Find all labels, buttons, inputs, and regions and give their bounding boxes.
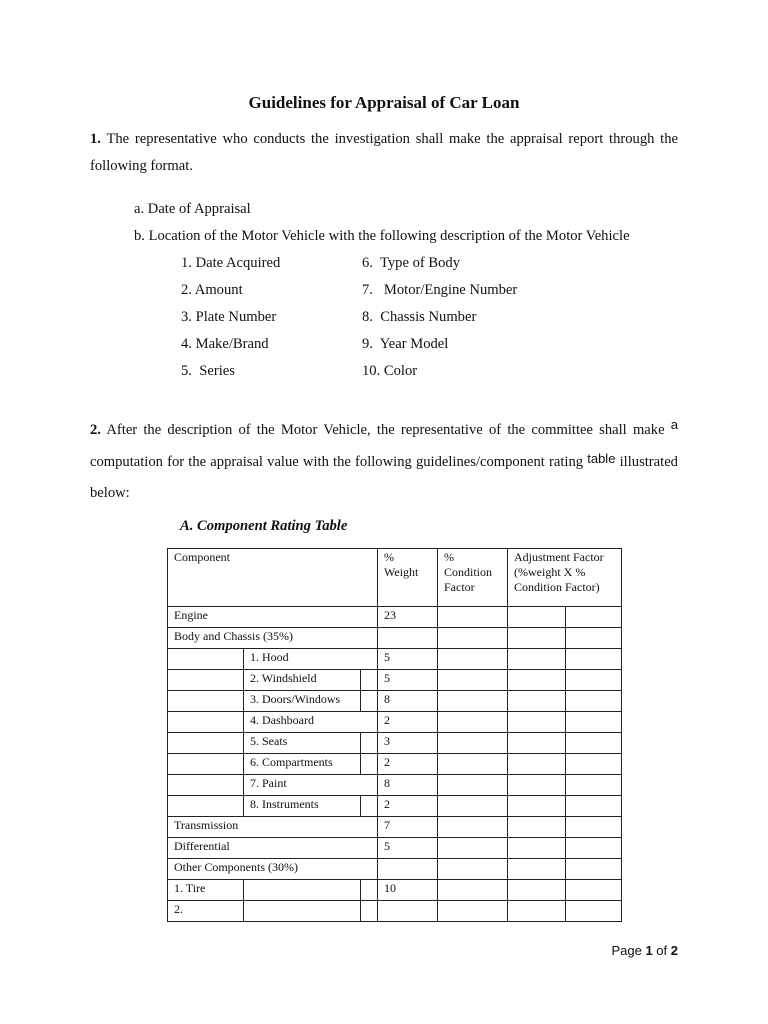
row-engine-label: Engine (168, 607, 378, 628)
cell-indent (168, 775, 244, 796)
cell-condition (438, 712, 508, 733)
cell-adjustment-a (508, 712, 566, 733)
cell-adjustment-a (508, 754, 566, 775)
section-2-text-part2: computation for the appraisal value with the following guidelines/component rating (90, 454, 584, 470)
cell-adjustment-b (566, 775, 622, 796)
row-item2-label: 2. (168, 901, 244, 922)
cell-adjustment-b (566, 880, 622, 901)
cell-condition (438, 880, 508, 901)
cell-narrow (361, 796, 378, 817)
cell-indent (168, 712, 244, 733)
cell-adjustment-b (566, 817, 622, 838)
row-windshield-weight: 5 (378, 670, 438, 691)
list-item-amount: 2. Amount (181, 282, 243, 298)
item-a: a. Date of Appraisal (134, 201, 251, 217)
page-number (611, 943, 678, 958)
section-1-paragraph (90, 126, 678, 180)
row-paint-weight: 8 (378, 775, 438, 796)
row-differential-label: Differential (168, 838, 378, 859)
section-2-paragraph (90, 414, 678, 509)
item-b: b. Location of the Motor Vehicle with the following description of the Motor Vehicle (134, 228, 630, 244)
row-compartments-weight: 2 (378, 754, 438, 775)
cell-adjustment-b (566, 607, 622, 628)
cell-condition (438, 691, 508, 712)
cell-adjustment-b (566, 691, 622, 712)
header-weight: % Weight (378, 549, 438, 607)
table-row (168, 775, 622, 796)
cell-narrow (361, 670, 378, 691)
page-of-word: of (656, 943, 668, 958)
row-differential-weight: 5 (378, 838, 438, 859)
cell-condition (438, 649, 508, 670)
section-2-word-a: a (670, 417, 678, 432)
header-adjustment-factor: Adjustment Factor (%weight X % Condition Factor) (508, 549, 622, 607)
cell-indent (168, 670, 244, 691)
table-row (168, 712, 622, 733)
cell-narrow (361, 691, 378, 712)
cell-condition (438, 859, 508, 880)
row-tire-weight: 10 (378, 880, 438, 901)
row-transmission-weight: 7 (378, 817, 438, 838)
table-row (168, 691, 622, 712)
cell-weight (378, 859, 438, 880)
row-windshield-label: 2. Windshield (244, 670, 361, 691)
cell-condition (438, 733, 508, 754)
header-condition-factor: % Condition Factor (438, 549, 508, 607)
row-seats-weight: 3 (378, 733, 438, 754)
cell-adjustment-b (566, 901, 622, 922)
header-component: Component (168, 549, 378, 607)
cell-adjustment-b (566, 712, 622, 733)
table-row (168, 628, 622, 649)
row-tire-label: 1. Tire (168, 880, 244, 901)
cell-adjustment-b (566, 754, 622, 775)
cell-adjustment-a (508, 607, 566, 628)
section-1-text: The representative who conducts the investigation shall make the appraisal report through the following format. (90, 131, 678, 174)
table-row (168, 838, 622, 859)
section-2-number: 2. (90, 422, 101, 438)
cell-weight (378, 901, 438, 922)
row-hood-weight: 5 (378, 649, 438, 670)
cell-condition (438, 628, 508, 649)
cell-adjustment-a (508, 670, 566, 691)
cell-weight (378, 628, 438, 649)
cell-adjustment-b (566, 838, 622, 859)
table-row (168, 796, 622, 817)
cell-adjustment-b (566, 670, 622, 691)
cell-condition (438, 838, 508, 859)
cell-indent (168, 691, 244, 712)
cell-indent (168, 796, 244, 817)
component-rating-table-heading: A. Component Rating Table (180, 518, 348, 534)
cell-adjustment-a (508, 880, 566, 901)
cell-adjustment-a (508, 838, 566, 859)
list-item-plate-number: 3. Plate Number (181, 309, 277, 325)
section-2-text-part1: After the description of the Motor Vehicle, the representative of the committee shall make (106, 422, 665, 438)
page-title: Guidelines for Appraisal of Car Loan (248, 93, 520, 112)
row-body-chassis-label: Body and Chassis (35%) (168, 628, 378, 649)
table-row (168, 733, 622, 754)
list-item-color: 10. Color (362, 363, 418, 379)
row-seats-label: 5. Seats (244, 733, 361, 754)
row-transmission-label: Transmission (168, 817, 378, 838)
list-item-year-model: 9. Year Model (362, 336, 449, 352)
list-item-make-brand: 4. Make/Brand (181, 336, 269, 352)
cell-adjustment-a (508, 649, 566, 670)
table-row (168, 901, 622, 922)
cell-indent (168, 733, 244, 754)
cell-condition (438, 775, 508, 796)
row-engine-weight: 23 (378, 607, 438, 628)
cell-adjustment-b (566, 859, 622, 880)
cell-indent (168, 754, 244, 775)
cell-adjustment-a (508, 859, 566, 880)
cell-blank (244, 901, 361, 922)
cell-adjustment-a (508, 733, 566, 754)
row-other-components-label: Other Components (30%) (168, 859, 378, 880)
page-current: 1 (645, 943, 653, 958)
page-word: Page (611, 943, 642, 958)
cell-adjustment-b (566, 796, 622, 817)
cell-indent (168, 649, 244, 670)
row-hood-label: 1. Hood (244, 649, 378, 670)
section-2-text-part3: illustrated below: (90, 454, 678, 501)
cell-condition (438, 607, 508, 628)
list-item-type-of-body: 6. Type of Body (362, 255, 461, 271)
row-compartments-label: 6. Compartments (244, 754, 361, 775)
cell-narrow (361, 733, 378, 754)
row-dashboard-label: 4. Dashboard (244, 712, 378, 733)
section-2-word-table: table (587, 451, 616, 466)
section-1-number: 1. (90, 131, 101, 147)
cell-condition (438, 754, 508, 775)
table-header-row (168, 549, 622, 607)
cell-adjustment-a (508, 775, 566, 796)
list-item-series: 5. Series (181, 363, 235, 379)
row-doors-label: 3. Doors/Windows (244, 691, 361, 712)
cell-adjustment-a (508, 628, 566, 649)
cell-condition (438, 817, 508, 838)
cell-narrow (361, 901, 378, 922)
cell-adjustment-a (508, 796, 566, 817)
list-item-chassis-number: 8. Chassis Number (362, 309, 477, 325)
list-item-engine-number: 7. Motor/Engine Number (362, 282, 518, 298)
row-dashboard-weight: 2 (378, 712, 438, 733)
table-row (168, 880, 622, 901)
cell-adjustment-a (508, 901, 566, 922)
row-doors-weight: 8 (378, 691, 438, 712)
cell-condition (438, 670, 508, 691)
cell-narrow (361, 880, 378, 901)
cell-adjustment-a (508, 691, 566, 712)
table-row (168, 754, 622, 775)
cell-condition (438, 796, 508, 817)
cell-adjustment-a (508, 817, 566, 838)
table-row (168, 859, 622, 880)
component-rating-table (167, 548, 622, 922)
list-item-date-acquired: 1. Date Acquired (181, 255, 281, 271)
cell-blank (244, 880, 361, 901)
table-row (168, 817, 622, 838)
cell-adjustment-b (566, 649, 622, 670)
table-row (168, 670, 622, 691)
table-row (168, 607, 622, 628)
row-instruments-weight: 2 (378, 796, 438, 817)
cell-adjustment-b (566, 733, 622, 754)
page-total: 2 (670, 943, 678, 958)
row-paint-label: 7. Paint (244, 775, 378, 796)
row-instruments-label: 8. Instruments (244, 796, 361, 817)
cell-narrow (361, 754, 378, 775)
cell-adjustment-b (566, 628, 622, 649)
cell-condition (438, 901, 508, 922)
table-row (168, 649, 622, 670)
